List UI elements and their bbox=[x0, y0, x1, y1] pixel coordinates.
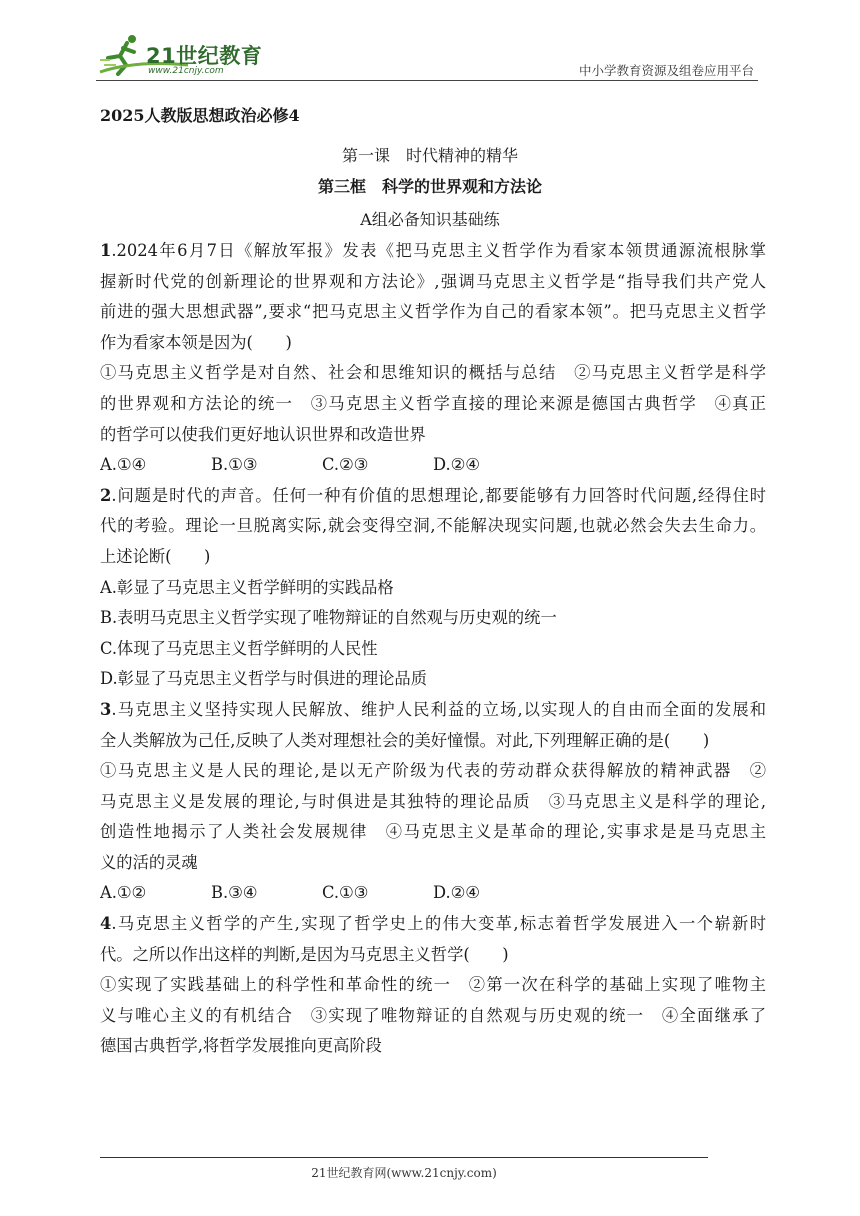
option-d: D.②④ bbox=[433, 455, 480, 475]
question-number: 4 bbox=[100, 914, 112, 934]
question-3 bbox=[100, 695, 766, 909]
statement-line: 创造性地揭示了人类社会发展规律 ④马克思主义是革命的理论,实事求是是马克思主 bbox=[100, 822, 766, 842]
page-header bbox=[0, 0, 860, 84]
question-number: 1 bbox=[100, 241, 112, 260]
statement-line: ①马克思主义是人民的理论,是以无产阶级为代表的劳动群众获得解放的精神武器 ② bbox=[100, 761, 766, 781]
question-1 bbox=[100, 236, 766, 481]
statement-line: ①实现了实践基础上的科学性和革命性的统一 ②第一次在科学的基础上实现了唯物主 bbox=[100, 975, 766, 995]
question-number: 3 bbox=[100, 699, 112, 719]
choice-a: A.彰显了马克思主义哲学鲜明的实践品格 bbox=[100, 577, 394, 597]
book-title: 2025人教版思想政治必修4 bbox=[100, 106, 300, 125]
question-stem-line: 上述论断( ) bbox=[100, 546, 211, 566]
statement-line: 义与唯心主义的有机结合 ③实现了唯物辩证的自然观与历史观的统一 ④全面继承了 bbox=[100, 1005, 766, 1025]
question-stem-line: 前进的强大思想武器”,要求“把马克思主义哲学作为自己的看家本领”。把马克思主义哲学 bbox=[100, 302, 766, 322]
question-stem-line: 握新时代党的创新理论的世界观和方法论》,强调马克思主义哲学是“指导我们共产党人 bbox=[100, 271, 766, 291]
statement-line: ①马克思主义哲学是对自然、社会和思维知识的概括与总结 ②马克思主义哲学是科学 bbox=[100, 363, 766, 383]
logo-url: www.21cnjy.com bbox=[148, 66, 224, 76]
section-title: 第三框 科学的世界观和方法论 bbox=[317, 177, 542, 196]
statement-line: 的世界观和方法论的统一 ③马克思主义哲学直接的理论来源是德国古典哲学 ④真正 bbox=[100, 393, 766, 413]
option-d: D.②④ bbox=[433, 883, 480, 903]
choice-d: D.彰显了马克思主义哲学与时俱进的理论品质 bbox=[100, 669, 427, 689]
logo-name: 21世纪教育 bbox=[146, 44, 263, 68]
question-list bbox=[100, 236, 766, 1062]
question-4 bbox=[100, 909, 766, 1062]
statement-line: 的哲学可以使我们更好地认识世界和改造世界 bbox=[100, 424, 426, 444]
option-a: A.①④ bbox=[100, 455, 147, 475]
option-b: B.①③ bbox=[211, 455, 258, 475]
header-divider bbox=[96, 80, 758, 81]
question-number: 2 bbox=[100, 485, 112, 505]
statement-line: 义的活的灵魂 bbox=[100, 852, 198, 872]
option-a: A.①② bbox=[100, 883, 147, 903]
footer-source: 21世纪教育网(www.21cnjy.com) bbox=[311, 1166, 497, 1180]
footer-divider bbox=[100, 1157, 708, 1158]
option-c: C.②③ bbox=[322, 455, 369, 475]
exercise-group-title: A组必备知识基础练 bbox=[360, 210, 500, 229]
question-2 bbox=[100, 481, 766, 695]
option-b: B.③④ bbox=[211, 883, 258, 903]
question-stem-line: 作为看家本领是因为( ) bbox=[100, 332, 292, 352]
statement-line: 马克思主义是发展的理论,与时俱进是其独特的理论品质 ③马克思主义是科学的理论, bbox=[100, 791, 766, 811]
choice-c: C.体现了马克思主义哲学鲜明的人民性 bbox=[100, 638, 378, 658]
answer-options bbox=[100, 450, 766, 481]
question-stem-line: .马克思主义哲学的产生,实现了哲学史上的伟大变革,标志着哲学发展进入一个崭新时 bbox=[111, 914, 766, 934]
question-stem-line: .2024年6月7日《解放军报》发表《把马克思主义哲学作为看家本领贯通源流根脉掌 bbox=[111, 241, 766, 260]
question-stem-line: 代的考验。理论一旦脱离实际,就会变得空洞,不能解决现实问题,也就必然会失去生命力。 bbox=[100, 516, 766, 536]
question-stem-line: 代。之所以作出这样的判断,是因为马克思主义哲学( ) bbox=[100, 944, 509, 964]
question-stem-line: 全人类解放为己任,反映了人类对理想社会的美好憧憬。对此,下列理解正确的是( ) bbox=[100, 730, 710, 750]
answer-options bbox=[100, 878, 766, 909]
statement-line: 德国古典哲学,将哲学发展推向更高阶段 bbox=[100, 1036, 382, 1056]
question-stem-line: .马克思主义坚持实现人民解放、维护人民利益的立场,以实现人的自由而全面的发展和 bbox=[111, 699, 766, 719]
option-c: C.①③ bbox=[322, 883, 369, 903]
lesson-title: 第一课 时代精神的精华 bbox=[341, 146, 518, 165]
question-stem-line: .问题是时代的声音。任何一种有价值的思想理论,都要能够有力回答时代问题,经得住时 bbox=[111, 485, 766, 505]
header-tagline: 中小学教育资源及组卷应用平台 bbox=[578, 63, 754, 78]
choice-b: B.表明马克思主义哲学实现了唯物辩证的自然观与历史观的统一 bbox=[100, 608, 557, 628]
